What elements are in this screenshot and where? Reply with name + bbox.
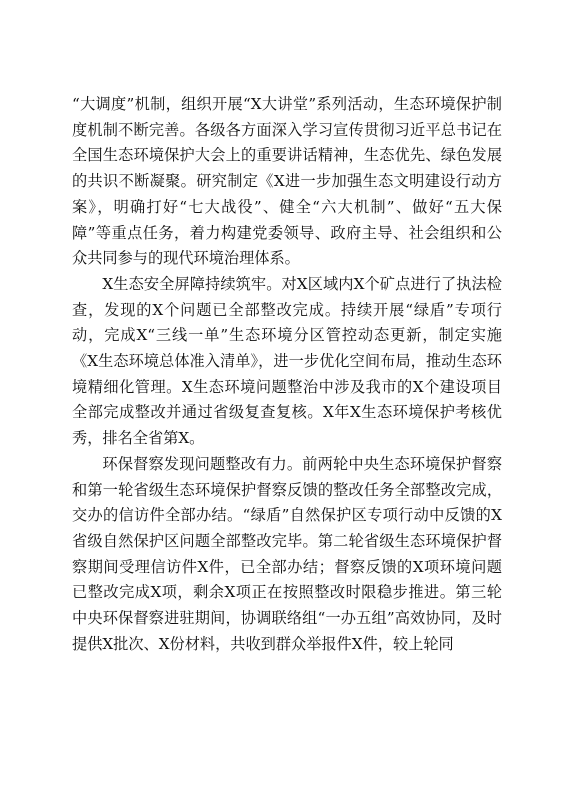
- body-text: [72, 92, 502, 657]
- paragraph-1: “大调度”机制，组织开展“X大讲堂”系列活动，生态环境保护制度机制不断完善。各级各方面深入学习宣传贯彻习近平总书记在全国生态环境保护大会上的重要讲话精神，生态优先、绿色发展的共识不断凝聚。研究制定《X进一步加强生态文明建设行动方案》，明确打好“七大战役”、健全“六大机制”、做好“五大保障”等重点任务，着力构建党委领导、政府主导、社会组织和公众共同参与的现代环境治理体系。: [72, 95, 502, 268]
- paragraph-2: X生态安全屏障持续筑牢。对X区域内X个矿点进行了执法检查，发现的X个问题已全部整改完成。持续开展“绿盾”专项行动，完成X“三线一单”生态环境分区管控动态更新，制定实施《X生态环境总体准入清单》，进一步优化空间布局，推动生态环境精细化管理。X生态环境问题整治中涉及我市的X个建设项目全部完成整改并通过省级复查复核。X年X生态环境保护考核优秀，排名全省第X。: [72, 274, 502, 448]
- paragraph-3: 环保督察发现问题整改有力。前两轮中央生态环境保护督察和第一轮省级生态环境保护督察反馈的整改任务全部整改完成，交办的信访件全部办结。“绿盾”自然保护区专项行动中反馈的X省级自然保护区问题全部整改完毕。第二轮省级生态环境保护督察期间受理信访件X件，已全部办结；督察反馈的X项环境问题已整改完成X项，剩余X项正在按照整改时限稳步推进。第三轮中央环保督察进驻期间，协调联络组“一办五组”高效协同，及时提供X批次、X份材料，共收到群众举报件X件，较上轮同: [72, 454, 502, 653]
